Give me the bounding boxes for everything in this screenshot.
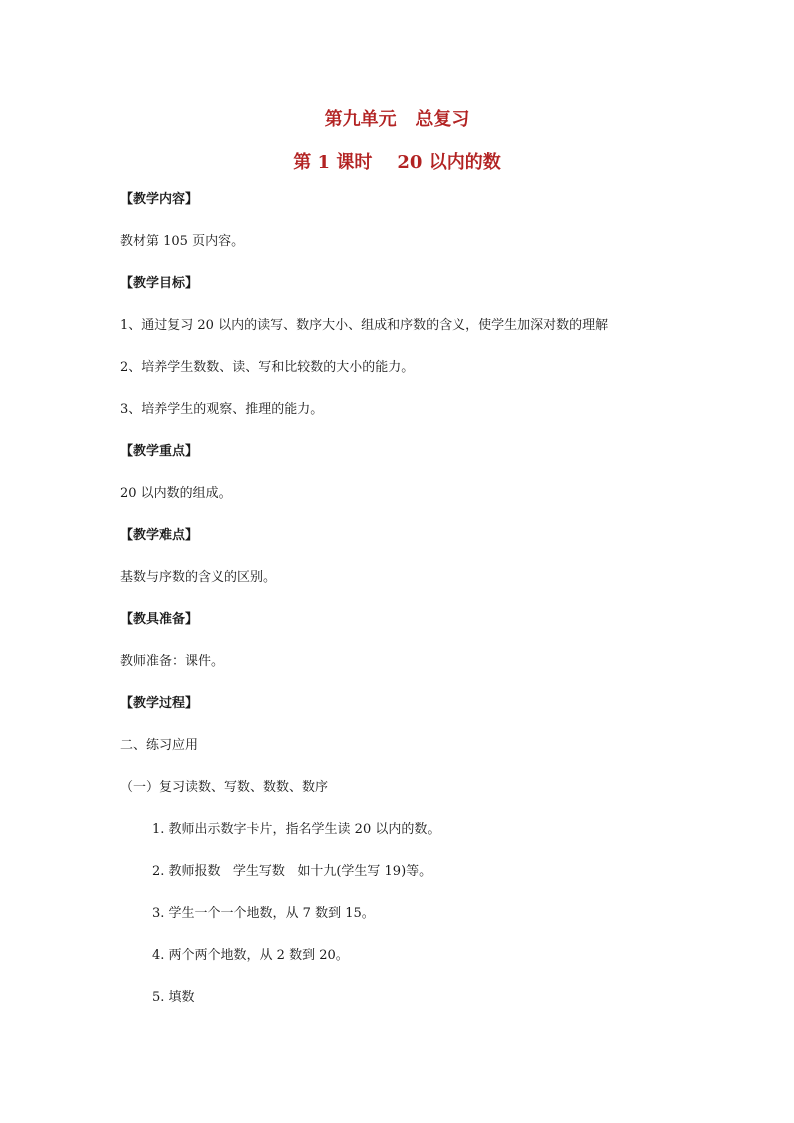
difficulty-heading: 【教学难点】 (120, 528, 199, 543)
process-part: 二、练习应用 (120, 738, 199, 753)
content-text: 教材第 105 页内容。 (120, 234, 245, 249)
prep-heading: 【教具准备】 (120, 612, 199, 627)
step-item-3: 3. 学生一个一个地数，从 7 数到 15。 (152, 906, 375, 921)
goal-item-2: 2、培养学生数数、读、写和比较数的大小的能力。 (120, 360, 415, 375)
key-text: 20 以内数的组成。 (120, 486, 232, 501)
process-heading: 【教学过程】 (120, 696, 199, 711)
content-heading: 【教学内容】 (120, 192, 199, 207)
goal-item-3: 3、培养学生的观察、推理的能力。 (120, 402, 324, 417)
step-item-1: 1. 教师出示数字卡片，指名学生读 20 以内的数。 (152, 822, 441, 837)
step-item-2: 2. 教师报数 学生写数 如十九(学生写 19)等。 (152, 864, 433, 879)
goals-heading: 【教学目标】 (120, 276, 199, 291)
difficulty-text: 基数与序数的含义的区别。 (120, 570, 277, 585)
prep-text: 教师准备：课件。 (120, 654, 225, 669)
unit-title: 第九单元 总复习 (324, 109, 470, 130)
key-heading: 【教学重点】 (120, 444, 199, 459)
process-sub: （一）复习读数、写数、数数、数序 (120, 780, 329, 795)
step-item-5: 5. 填数 (152, 990, 195, 1005)
step-item-4: 4. 两个两个地数，从 2 数到 20。 (152, 948, 349, 963)
lesson-title: 第 1 课时 20 以内的数 (293, 152, 501, 173)
goal-item-1: 1、通过复习 20 以内的读写、数序大小、组成和序数的含义，使学生加深对数的理解 (120, 318, 609, 333)
